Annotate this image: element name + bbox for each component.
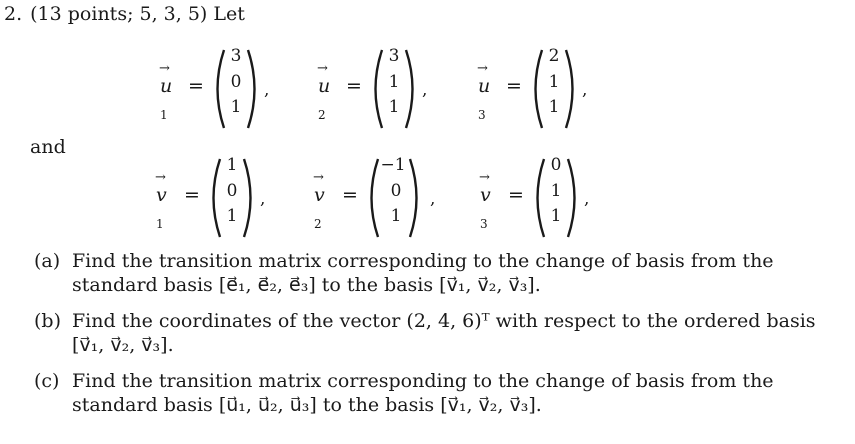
u2-name: → u: [318, 75, 330, 97]
part-b-text: Find the coordinates of the vector (2, 4, 6)ᵀ with respect to the ordered basis [v⃗₁, v⃗₂, v⃗₃].: [72, 310, 816, 356]
equals-sign: =: [184, 184, 200, 206]
equals-sign: =: [506, 75, 522, 97]
v1-name: → v: [156, 184, 167, 206]
part-b-label: (b): [34, 310, 61, 332]
matrix-entry: 1: [390, 206, 402, 226]
equals-sign: =: [188, 75, 204, 97]
v2-name: → v: [314, 184, 325, 206]
part-a-text: Find the transition matrix corresponding to the change of basis from the standard basis [e⃗₁, e⃗₂, e⃗₃] to the basis [v⃗₁, v⃗₂, v⃗₃].: [72, 250, 774, 296]
comma: ,: [584, 189, 590, 209]
matrix-entry: 0: [390, 181, 402, 201]
part-a: [34, 249, 824, 297]
matrix-entry: 2: [548, 46, 560, 66]
u1-name: → u: [160, 75, 172, 97]
u2-sub: 2: [318, 107, 326, 122]
u3-matrix: [530, 44, 578, 134]
sub-questions: [34, 249, 824, 429]
comma: ,: [264, 80, 270, 100]
part-c-text: Find the transition matrix corresponding to the change of basis from the standard basis [u⃗₁, u⃗₂, u⃗₃] to the basis [v⃗₁, v⃗₂, v⃗₃].: [72, 370, 774, 416]
part-b: [34, 309, 824, 357]
matrix-entry: 1: [548, 97, 560, 117]
v2-matrix: [366, 153, 422, 243]
problem-header: [4, 3, 245, 25]
u3-sub: 3: [478, 107, 486, 122]
v3-matrix: [532, 153, 580, 243]
matrix-entry: 3: [230, 46, 242, 66]
part-c: [34, 369, 824, 417]
matrix-entry: −1: [380, 155, 406, 175]
equals-sign: =: [508, 184, 524, 206]
u1-sub: 1: [160, 107, 168, 122]
v1-sub: 1: [156, 216, 164, 231]
part-c-label: (c): [34, 370, 60, 392]
matrix-entry: 0: [550, 155, 562, 175]
v3-name: → v: [480, 184, 491, 206]
part-a-label: (a): [34, 250, 61, 272]
problem-intro: (13 points; 5, 3, 5) Let: [30, 3, 245, 25]
matrix-entry: 3: [388, 46, 400, 66]
v-vectors-row: [0, 153, 855, 243]
comma: ,: [430, 189, 436, 209]
matrix-entry: 1: [550, 206, 562, 226]
u1-matrix: [212, 44, 260, 134]
matrix-entry: 1: [230, 97, 242, 117]
and-text: and: [30, 136, 66, 158]
comma: ,: [260, 189, 266, 209]
u-vectors-row: [0, 44, 855, 134]
matrix-entry: 1: [226, 155, 238, 175]
v1-matrix: [208, 153, 256, 243]
u3-name: → u: [478, 75, 490, 97]
comma: ,: [422, 80, 428, 100]
matrix-entry: 0: [226, 181, 238, 201]
matrix-entry: 1: [388, 72, 400, 92]
v2-sub: 2: [314, 216, 322, 231]
problem-number: 2.: [4, 3, 23, 25]
u2-matrix: [370, 44, 418, 134]
matrix-entry: 1: [388, 97, 400, 117]
matrix-entry: 1: [548, 72, 560, 92]
matrix-entry: 1: [226, 206, 238, 226]
matrix-entry: 1: [550, 181, 562, 201]
equals-sign: =: [342, 184, 358, 206]
equals-sign: =: [346, 75, 362, 97]
comma: ,: [582, 80, 588, 100]
v3-sub: 3: [480, 216, 488, 231]
matrix-entry: 0: [230, 72, 242, 92]
